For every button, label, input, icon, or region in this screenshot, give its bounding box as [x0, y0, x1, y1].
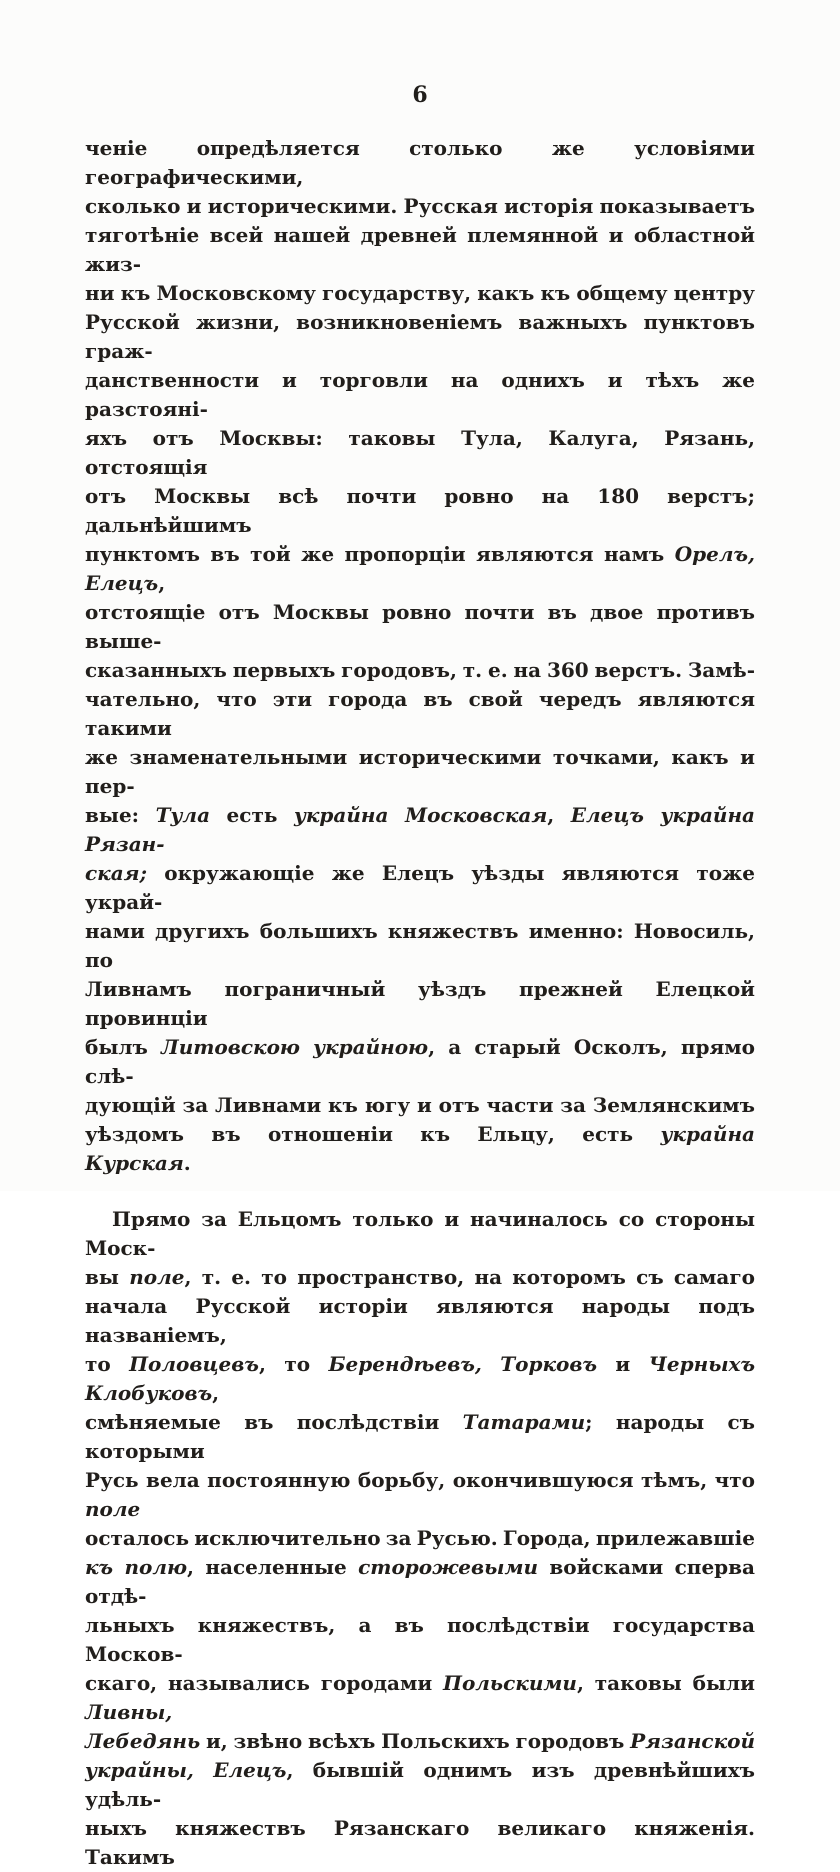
text-run-italic: поле	[85, 1497, 141, 1521]
text-run: данственности и торговли на однихъ и тѣхъ же разстояні-	[85, 368, 755, 421]
text-run: сколько и историческими. Русская исторія показываетъ	[85, 194, 755, 218]
text-line	[85, 1350, 755, 1408]
text-run: яхъ отъ Москвы: таковы Тула, Калуга, Рязань, отстоящія	[85, 426, 755, 479]
text-line	[85, 1669, 755, 1727]
text-run-italic: сторожевыми	[358, 1555, 539, 1579]
text-run: и	[597, 1352, 649, 1376]
text-run-italic: Берендѣевъ, Торковъ	[328, 1352, 597, 1376]
text-run-italic: Татарами	[462, 1410, 586, 1434]
text-run-italic: Тула	[155, 803, 211, 827]
text-run: , то	[258, 1352, 329, 1376]
text-line	[85, 743, 755, 801]
text-run: , а старый Осколъ, прямо слѣ-	[85, 1035, 756, 1088]
text-run: отстоящіе отъ Москвы ровно почти въ двое противъ выше-	[85, 600, 755, 653]
text-run: льныхъ княжествъ, а въ послѣдствіи государства Москов-	[85, 1613, 755, 1666]
text-line	[85, 192, 755, 221]
text-run: ни къ Московскому государству, какъ къ общему центру	[85, 281, 755, 305]
text-line	[85, 1408, 755, 1466]
text-line	[85, 1553, 755, 1611]
text-run-italic: Ливны,	[85, 1700, 173, 1724]
text-run: уѣздомъ въ отношеніи къ Ельцу, есть	[85, 1122, 661, 1146]
page-number: 6	[412, 82, 428, 108]
text-run: есть	[210, 803, 294, 827]
text-run-italic: Литовскою украйною	[161, 1035, 429, 1059]
text-line	[85, 598, 755, 656]
text-run: то	[85, 1352, 130, 1376]
text-run-italic: Орелъ, Елецъ	[85, 542, 755, 595]
text-run: и, звѣно всѣхъ Польскихъ городовъ	[200, 1729, 631, 1753]
text-run-italic: Польскими	[443, 1671, 577, 1695]
text-line	[85, 366, 755, 424]
text-line	[85, 1091, 755, 1120]
text-line	[85, 1524, 755, 1553]
paragraph	[85, 1205, 755, 1872]
text-run-italic: украйны, Елецъ	[85, 1758, 287, 1782]
text-run: пунктомъ въ той же пропорціи являются намъ	[85, 542, 675, 566]
text-line	[85, 1263, 755, 1292]
text-line	[85, 1120, 755, 1178]
text-run: вые:	[85, 803, 156, 827]
text-run: осталось исключительно за Русью. Города, прилежавшіе	[85, 1526, 755, 1550]
text-line	[85, 1033, 755, 1091]
text-line	[85, 685, 755, 743]
text-run: ченіе опредѣляется столько же условіями географическими,	[85, 136, 755, 189]
text-line	[85, 917, 755, 975]
text-line	[85, 801, 755, 859]
text-run-italic: Лебедянь	[85, 1729, 201, 1753]
text-line	[85, 975, 755, 1033]
paragraph	[85, 134, 755, 1178]
text-line	[85, 656, 755, 685]
text-run: скаго, назывались городами	[85, 1671, 444, 1695]
text-run: смѣняемые въ послѣдствіи	[85, 1410, 463, 1434]
text-run: нами другихъ большихъ княжествъ именно: Новосиль, по	[85, 919, 755, 972]
text-run: Ливнамъ пограничный уѣздъ прежней Елецкой провинціи	[85, 977, 755, 1030]
text-run: Прямо за Ельцомъ только и начиналось со стороны Моск-	[85, 1207, 755, 1260]
text-line	[85, 859, 755, 917]
text-run-italic: ская;	[85, 861, 147, 885]
text-line	[85, 1205, 755, 1263]
text-line	[85, 308, 755, 366]
text-run: , таковы были	[576, 1671, 755, 1695]
text-run: ныхъ княжествъ Рязанскаго великаго княженія. Такимъ	[85, 1816, 755, 1869]
text-line	[85, 1756, 755, 1814]
text-run: ; народы съ которыми	[85, 1410, 755, 1463]
text-run-italic: поле	[129, 1265, 185, 1289]
text-run: , бывшій однимъ изъ древнѣйшихъ удѣль-	[85, 1758, 755, 1811]
text-run: вы	[85, 1265, 130, 1289]
text-line	[85, 1727, 755, 1756]
text-run-italic: украйна Рязан-	[85, 803, 755, 856]
text-line	[85, 134, 755, 192]
text-run: .	[183, 1151, 191, 1175]
text-run: ,	[547, 803, 571, 827]
text-run-italic: украйна Московская	[293, 803, 548, 827]
text-run: чательно, что эти города въ свой чередъ являются такими	[85, 687, 755, 740]
text-run: отъ Москвы всѣ почти ровно на 180 верстъ; дальнѣйшимъ	[85, 484, 755, 537]
text-run: окружающіе же Елецъ уѣзды являются тоже украй-	[85, 861, 755, 914]
text-run: ,	[212, 1381, 220, 1405]
text-line	[85, 482, 755, 540]
text-run: былъ	[85, 1035, 162, 1059]
text-run-italic: Рязанской	[630, 1729, 755, 1753]
text-run-italic: Половцевъ	[129, 1352, 259, 1376]
text-run-italic: Черныхъ Клобуковъ	[85, 1352, 756, 1405]
text-run-italic: украйна Курская	[85, 1122, 755, 1175]
text-run: начала Русской исторіи являются народы подъ названіемъ,	[85, 1294, 755, 1347]
text-line	[85, 424, 755, 482]
text-run: сказанныхъ первыхъ городовъ, т. е. на 360 верстъ. Замѣ-	[85, 658, 755, 682]
text-run: же знаменательными историческими точками, какъ и пер-	[85, 745, 755, 798]
page-text	[85, 134, 755, 1872]
text-line	[85, 221, 755, 279]
text-line	[85, 1611, 755, 1669]
text-run: тяготѣніе всей нашей древней племянной и областной жиз-	[85, 223, 755, 276]
text-run: Русь вела постоянную борьбу, окончившуюся тѣмъ, что	[85, 1468, 755, 1492]
text-run: , населенные	[187, 1555, 359, 1579]
text-run: дующій за Ливнами къ югу и отъ части за Землянскимъ	[85, 1093, 755, 1117]
text-run: ,	[158, 571, 166, 595]
text-run: , т. е. то пространство, на которомъ съ самаго	[184, 1265, 755, 1289]
text-line	[85, 1292, 755, 1350]
text-run: Русской жизни, возникновеніемъ важныхъ пунктовъ граж-	[85, 310, 755, 363]
text-line	[85, 1814, 755, 1872]
text-line	[85, 540, 755, 598]
text-run: войсками сперва отдѣ-	[85, 1555, 756, 1608]
text-line	[85, 279, 755, 308]
text-run	[644, 803, 661, 827]
text-run-italic: Елецъ	[570, 803, 644, 827]
text-line	[85, 1466, 755, 1524]
text-run-italic: къ полю	[85, 1555, 188, 1579]
